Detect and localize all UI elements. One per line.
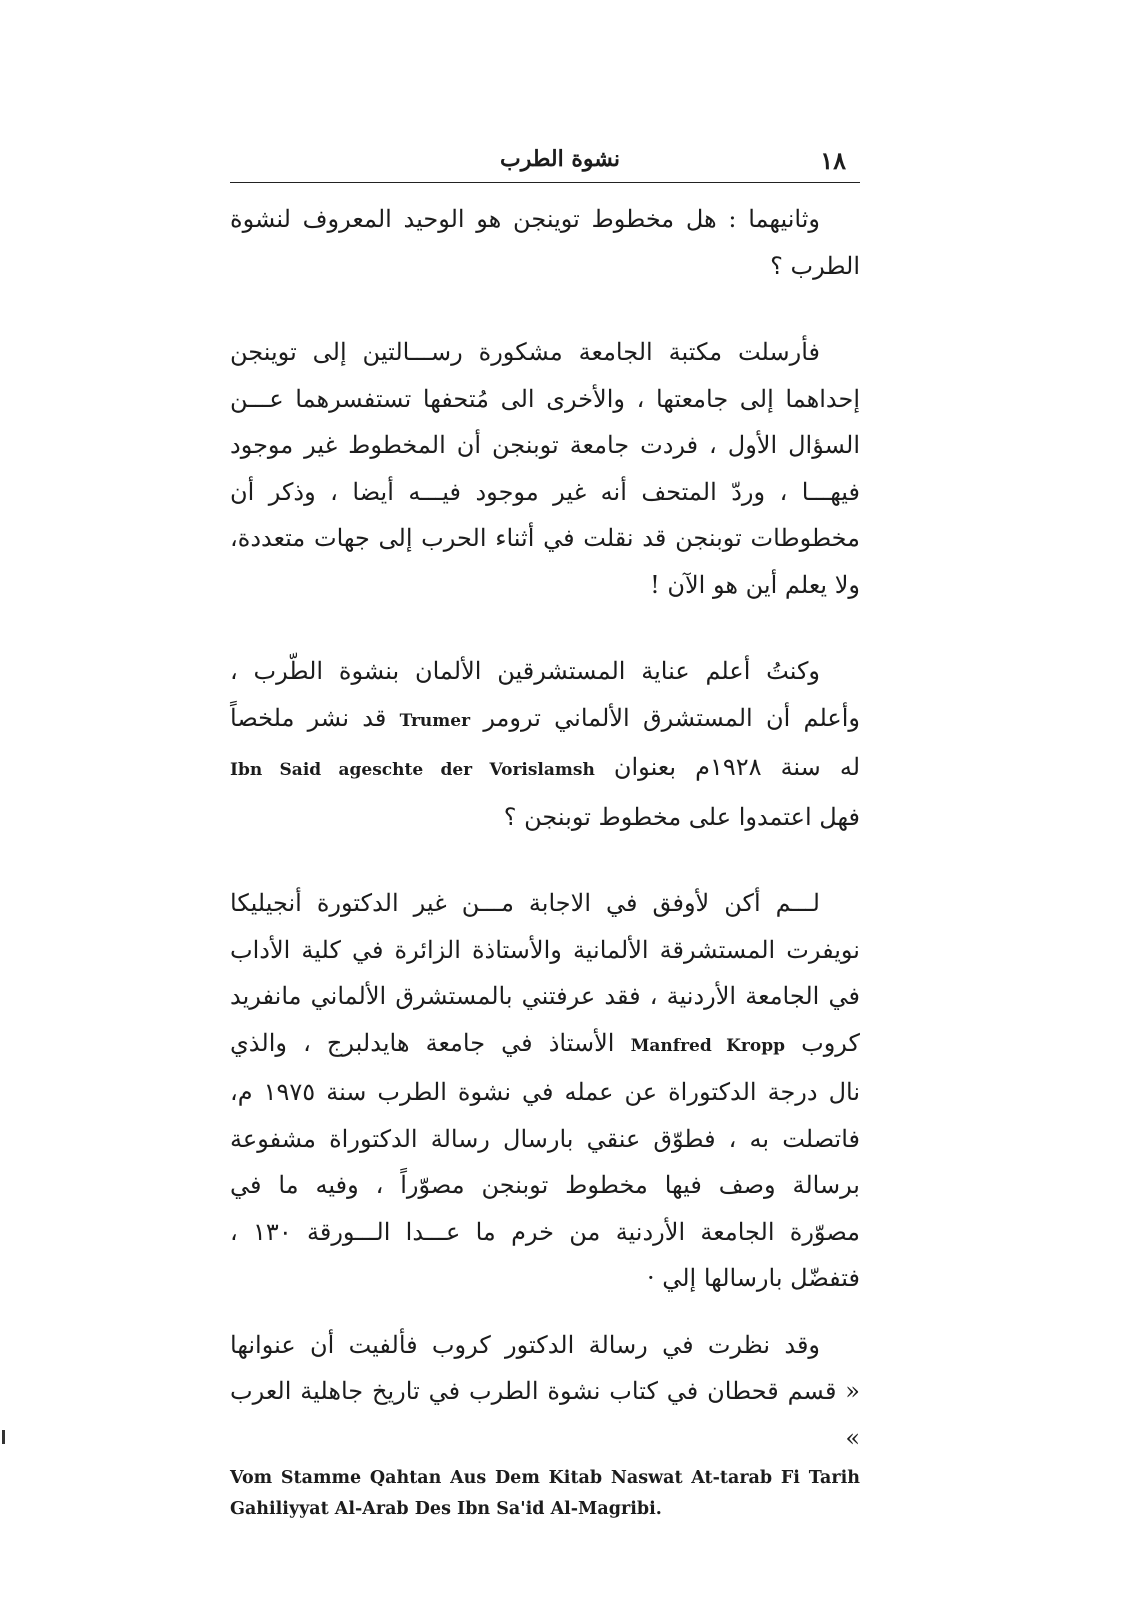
latin-title-ibn-said: Ibn Said ageschte der Vorislamsh xyxy=(230,760,595,780)
text-line: ولا يعلم أين هو الآن ! xyxy=(650,570,860,599)
text-line: وكنتُ أعلم عناية المستشرقين الألمان بنشوة الطّرب ، xyxy=(230,657,820,685)
body-text xyxy=(230,196,860,1525)
text-line: وقد نظرت في رسالة الدكتور كروب فألفيت أن عنوانها xyxy=(230,1330,820,1359)
paragraph-3 xyxy=(230,648,860,840)
header-rule xyxy=(230,182,860,183)
running-title: نشوة الطرب xyxy=(500,146,621,172)
paragraph-2 xyxy=(230,329,860,608)
text-line: الطرب ؟ xyxy=(770,251,860,280)
text-line: مخطوطات توبنجن قد نقلت في أثناء الحرب إلى جهات متعددة، xyxy=(230,524,860,552)
paragraph-1 xyxy=(230,196,860,289)
text-line: فهل اعتمدوا على مخطوط توبنجن ؟ xyxy=(503,802,860,831)
text-line: نويفرت المستشرقة الألمانية والأستاذة الزائرة في كلية الأداب xyxy=(230,935,860,964)
page-number: ١٨ xyxy=(820,146,846,175)
text-line: برسالة وصف فيها مخطوط توبنجن مصوّراً ، وفيه ما في xyxy=(230,1171,860,1199)
text-line: في الجامعة الأردنية ، فقد عرفتني بالمستشرق الألماني مانفريد xyxy=(230,982,860,1010)
latin-dissertation-title: Vom Stamme Qahtan Aus Dem Kitab Naswat At-tarab Fi Tarih Gahiliyyat Al-Arab Des Ibn Sa'id Al-Magribi. xyxy=(230,1468,860,1519)
page-header xyxy=(230,146,860,180)
text-line: « قسم قحطان في كتاب نشوة الطرب في تاريخ جاهلية العرب » xyxy=(230,1377,860,1452)
text-line: مصوّرة الجامعة الأردنية من خرم ما عـــدا الـــورقة ١٣٠ ، xyxy=(230,1217,860,1246)
text-line: لـــم أكن لأوفق في الاجابة مـــن غير الدكتورة أنجيليكا xyxy=(230,889,820,917)
text-line: نال درجة الدكتوراة عن عمله في نشوة الطرب سنة ١٩٧٥ م، xyxy=(230,1078,861,1106)
latin-name-trumer: Trumer xyxy=(399,710,471,731)
text-line: له سنة ١٩٢٨م بعنوان Ibn Said ageschte der Vorislamsh xyxy=(230,753,861,781)
text-line: وثانيهما : هل مخطوط توينجن هو الوحيد المعروف لنشوة xyxy=(230,205,820,233)
text-line: فأرسلت مكتبة الجامعة مشكورة رســـالتين إلى توينجن xyxy=(230,338,820,366)
text-line: إحداهما إلى جامعتها ، والأخرى الى مُتحفها تستفسرهما عـــن xyxy=(230,384,860,413)
scan-edge-mark xyxy=(2,1430,5,1444)
text-line: السؤال الأول ، فردت جامعة توبنجن أن المخطوط غير موجود xyxy=(230,431,860,459)
latin-name-kropp: Manfred Kropp xyxy=(630,1035,785,1056)
text-line: فيهـــا ، وردّ المتحف أنه غير موجود فيـــه أيضا ، وذكر أن xyxy=(230,477,860,506)
paragraph-4 xyxy=(230,880,860,1302)
text-line: كروب Manfred Kropp الأستاذ في جامعة هايدلبرج ، والذي xyxy=(230,1028,860,1057)
paragraph-5 xyxy=(230,1322,860,1462)
text-line: فاتصلت به ، فطوّق عنقي بارسال رسالة الدكتوراة مشفوعة xyxy=(230,1124,860,1153)
text-line: فتفضّل بارسالها إلي · xyxy=(646,1264,860,1292)
text-line: وأعلم أن المستشرق الألماني ترومر Trumer قد نشر ملخصاً xyxy=(230,703,860,732)
